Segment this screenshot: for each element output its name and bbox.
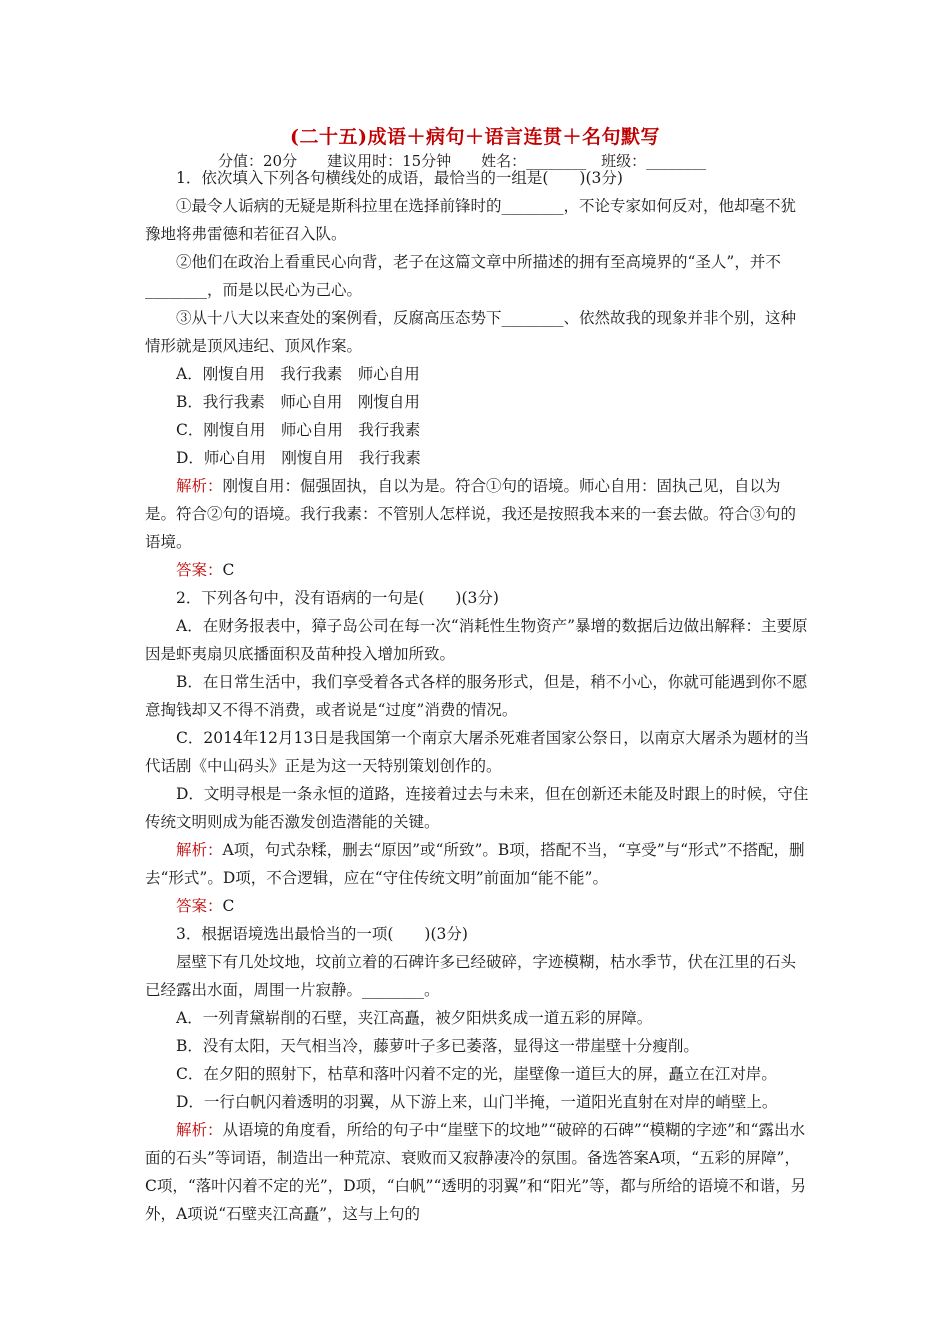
q1-option-d: D．师心自用 刚愎自用 我行我素 [176, 449, 421, 467]
q2-analysis-text: A项，句式杂糅，删去“原因”或“所致”。B项，搭配不当，“享受”与“形式”不搭配，删去“形式”。D项，不合逻辑，应在“守住传统文明”前面加“能不能”。 [145, 841, 805, 887]
page-title: (二十五)成语＋病句＋语言连贯＋名句默写 [290, 126, 660, 148]
q2-answer [145, 892, 810, 920]
q2-option-a: A．在财务报表中，獐子岛公司在每一次“消耗性生物资产”暴增的数据后边做出解释：主要原因是虾夷扇贝底播面积及苗种投入增加所致。 [145, 617, 808, 663]
q2-answer-value: C [222, 897, 235, 915]
analysis-label: 解析： [176, 477, 223, 495]
q1-option-c: C．刚愎自用 师心自用 我行我素 [176, 421, 421, 439]
q3-option-c: C．在夕阳的照射下，枯草和落叶闪着不定的光，崖壁像一道巨大的屏，矗立在江对岸。 [176, 1065, 777, 1083]
q2-stem: 2．下列各句中，没有语病的一句是( )(3分) [176, 589, 499, 607]
q1-answer-value: C [222, 561, 235, 579]
q3-passage: 屋壁下有几处坟地，坟前立着的石碑许多已经破碎，字迹模糊，枯水季节，伏在江里的石头已经露出水面，周围一片寂静。________。 [145, 953, 797, 999]
q1-analysis [145, 472, 810, 556]
analysis-label: 解析： [176, 841, 223, 859]
q2-analysis [145, 836, 810, 892]
q3-analysis [145, 1116, 810, 1228]
q3-stem: 3．根据语境选出最恰当的一项( )(3分) [176, 925, 468, 943]
analysis-label: 解析： [176, 1121, 223, 1139]
q1-sentence-1: ①最令人诟病的无疑是斯科拉里在选择前锋时的________，不论专家如何反对，他却毫不犹豫地将弗雷德和若征召入队。 [145, 197, 797, 243]
q3-option-a: A．一列青黛崭削的石壁，夹江高矗，被夕阳烘炙成一道五彩的屏障。 [176, 1009, 653, 1027]
q1-option-b: B．我行我素 师心自用 刚愎自用 [176, 393, 420, 411]
q1-sentence-3: ③从十八大以来查处的案例看，反腐高压态势下________、依然故我的现象并非个别，这种情形就是顶风违纪、顶风作案。 [145, 309, 797, 355]
q3-analysis-text: 从语境的角度看，所给的句子中“崖壁下的坟地”“破碎的石碑”“模糊的字迹”和“露出水面的石头”等词语，制造出一种荒凉、衰败而又寂静凄冷的氛围。备选答案A项，“五彩的屏障”，C项，“落叶闪着不定的光”，D项，“白帆”“透明的羽翼”和“阳光”等，都与所给的语境不和谐，另外，A项说“石壁夹江高矗”，这与上句的 [145, 1121, 807, 1223]
q1-answer [145, 556, 810, 584]
q1-stem: 1．依次填入下列各句横线处的成语，最恰当的一组是( )(3分) [176, 169, 623, 187]
q1-option-a: A．刚愎自用 我行我素 师心自用 [176, 365, 420, 383]
q2-option-c: C．2014年12月13日是我国第一个南京大屠杀死难者国家公祭日，以南京大屠杀为题材的当代话剧《中山码头》正是为这一天特别策划创作的。 [145, 729, 810, 775]
answer-label: 答案： [176, 897, 223, 915]
q2-option-b: B．在日常生活中，我们享受着各式各样的服务形式，但是，稍不小心，你就可能遇到你不愿意掏钱却又不得不消费，或者说是“过度”消费的情况。 [145, 673, 808, 719]
header-meta: 分值：20分 建议用时：15分钟 姓名：________ 班级：________ [218, 152, 707, 170]
q1-analysis-text: 刚愎自用：倔强固执，自以为是。符合①句的语境。师心自用：固执己见，自以为是。符合②句的语境。我行我素：不管别人怎样说，我还是按照我本来的一套去做。符合③句的语境。 [145, 477, 797, 551]
document-body [145, 164, 810, 1228]
q2-option-d: D．文明寻根是一条永恒的道路，连接着过去与未来，但在创新还未能及时跟上的时候，守住传统文明则成为能否激发创造潜能的关键。 [145, 785, 809, 831]
q1-sentence-2: ②他们在政治上看重民心向背，老子在这篇文章中所描述的拥有至高境界的“圣人”，并不________，而是以民心为己心。 [145, 253, 781, 299]
q3-option-b: B．没有太阳，天气相当冷，藤萝叶子多已萎落，显得这一带崖壁十分瘦削。 [176, 1037, 699, 1055]
answer-label: 答案： [176, 561, 223, 579]
q3-option-d: D．一行白帆闪着透明的羽翼，从下游上来，山门半掩，一道阳光直射在对岸的峭壁上。 [176, 1093, 778, 1111]
